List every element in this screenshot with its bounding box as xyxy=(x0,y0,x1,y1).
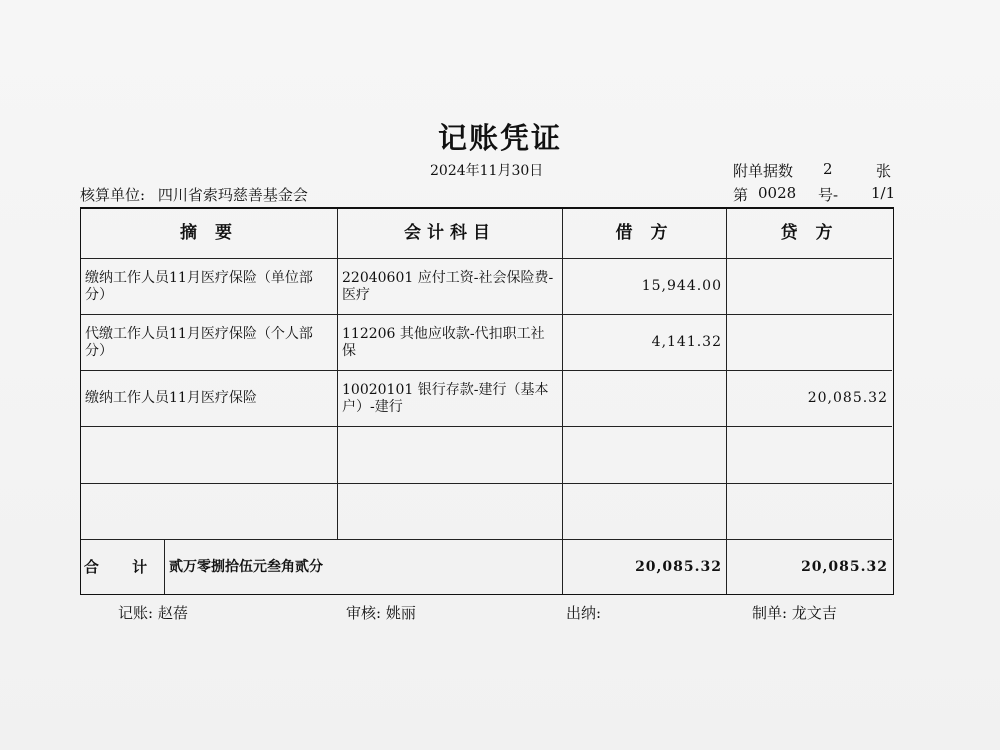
row2-account: 112206 其他应收款-代扣职工社保 xyxy=(338,315,563,371)
header-summary: 摘 要 xyxy=(81,209,338,259)
voucher-title: 记账凭证 xyxy=(437,121,562,155)
row5-debit xyxy=(563,484,727,540)
total-debit: 20,085.32 xyxy=(563,540,727,594)
row1-credit xyxy=(727,259,892,315)
attachments-info xyxy=(733,160,893,181)
row1-summary: 缴纳工作人员11月医疗保险（单位部分） xyxy=(81,259,338,315)
header-credit: 贷 方 xyxy=(727,209,892,259)
row3-debit xyxy=(563,371,727,427)
row2-summary: 代缴工作人员11月医疗保险（个人部分） xyxy=(81,315,338,371)
voucher-date: 2024年11月30日 xyxy=(430,163,544,179)
page-indicator: 1/1 xyxy=(871,184,896,202)
attachments-unit: 张 xyxy=(876,162,892,180)
row3-credit: 20,085.32 xyxy=(727,371,892,427)
cashier-signature: 出纳: xyxy=(566,604,602,622)
attachments-label: 附单据数 xyxy=(733,162,794,180)
row4-summary xyxy=(81,427,338,484)
accounting-unit xyxy=(80,184,308,205)
number-value: 0028 xyxy=(758,184,797,202)
voucher-table xyxy=(80,207,894,595)
row1-debit: 15,944.00 xyxy=(563,259,727,315)
row2-debit: 4,141.32 xyxy=(563,315,727,371)
total-credit: 20,085.32 xyxy=(801,558,888,575)
unit-name: 四川省索玛慈善基金会 xyxy=(157,186,308,204)
row4-debit xyxy=(563,427,727,484)
header-debit: 借 方 xyxy=(563,209,727,259)
total-amount-in-words: 贰万零捌拾伍元叁角贰分 xyxy=(165,540,563,594)
voucher-number xyxy=(733,184,896,205)
total-label: 合 计 xyxy=(81,540,165,594)
row2-credit xyxy=(727,315,892,371)
row4-credit xyxy=(727,427,892,484)
unit-label: 核算单位: xyxy=(80,186,146,204)
row1-account: 22040601 应付工资-社会保险费-医疗 xyxy=(338,259,563,315)
row5-summary xyxy=(81,484,338,540)
reviewer-signature: 审核: 姚丽 xyxy=(346,604,416,622)
row4-account xyxy=(338,427,563,484)
preparer-signature: 制单: 龙文吉 xyxy=(752,604,837,622)
row5-account xyxy=(338,484,563,540)
row3-account: 10020101 银行存款-建行（基本户）-建行 xyxy=(338,371,563,427)
bookkeeper-signature: 记账: 赵蓓 xyxy=(118,604,188,622)
row5-credit xyxy=(727,484,892,540)
header-account: 会计科目 xyxy=(338,209,563,259)
attachments-count: 2 xyxy=(823,160,833,178)
row3-summary: 缴纳工作人员11月医疗保险 xyxy=(81,371,338,427)
number-suffix: 号- xyxy=(818,186,839,204)
number-prefix: 第 xyxy=(733,186,749,204)
